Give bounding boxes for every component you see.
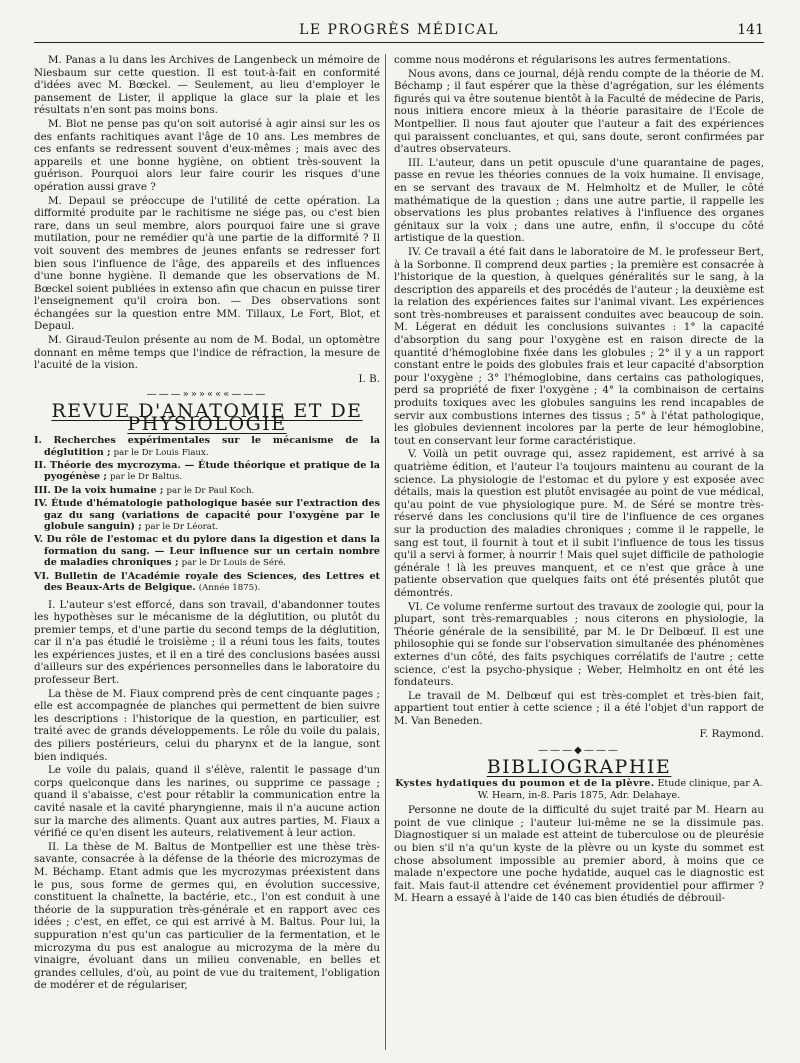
item-title: De la voix humaine ; [53,484,164,496]
paragraph: M. Panas a lu dans les Archives de Langenbeck un mémoire de Niesbaum sur cette question. Il est tout-à-fait en conformité d'idées avec M. Bœckel. — Seulement, au lieu d'employer le pansement de Lister, il applique la glace sur la plaie et les résultats n'en sont pas moins bons. [34,54,380,117]
list-item [34,534,380,569]
item-number: V. [34,534,44,546]
list-item [34,460,380,484]
page-number: 141 [737,22,764,38]
page-header [34,20,764,43]
paragraph: Le voile du palais, quand il s'élève, ralentit le passage d'un corps quelconque dans les narines, ou supprime ce passage ; quand il s'abaisse, c'est pour rétablir la communication entre la cavité nasale et la cavité pharyngienne, mais il n'a aucune action sur la marche des aliments. Quant aux autres parties, M. Fiaux a vérifié ce qu'en disent les auteurs, relativement à leur action. [34,764,380,840]
signature: F. Raymond. [699,728,764,741]
list-item [34,435,380,459]
signature: I. B. [358,372,380,385]
paragraph: M. Giraud-Teulon présente au nom de M. Bodal, un optomètre donnant en même temps que l'indice de réfraction, la mesure de l'acuité de la vision. [34,334,380,372]
item-number: III. [34,484,51,496]
paragraph: Nous avons, dans ce journal, déjà rendu compte de la théorie de M. Béchamp ; il faut espérer que la thèse d'agrégation, sur les éléments figurés qui va être soutenue bientôt à la Faculté de médecine de Paris, nous initiera encore mieux à la théorie parasitaire de l'Ecole de Montpellier. Il nous faut ajouter que l'auteur a fait des expériences qui paraissent concluantes, et qui, sans doute, seront confirmées par d'autres observateurs. [394,67,764,156]
journal-title: LE PROGRÈS MÉDICAL [299,22,499,38]
item-author: (Année 1875). [198,583,261,594]
paragraph: II. La thèse de M. Baltus de Montpellier est une thèse très-savante, consacrée à la défense de la théorie des microzymas de M. Béchamp. Etant admis que les mycrozymas préexistent dans le pus, sous forme de germes qui, en évolution successive, constituent la chaînette, la bactérie, etc., l'on est conduit à une théorie de la suppuration très-générale et en rapport avec ces idées ; c'est, en effet, ce qui est arrivé à M. Baltus. Pour lui, la suppuration n'est qu'un cas particulier de la fermentation, et le microzyma du pus est analogue au microzyma de la mère du vinaigre, évoluant dans un milieu convenable, en belles et grandes cellules, d'où, au point de vue du traitement, l'obligation de modérer et de régulariser, [34,840,380,992]
item-number: II. [34,460,47,472]
ornament-divider: ———◆——— [538,745,620,757]
left-column [34,54,380,1050]
item-author: par le Dr Baltus. [110,472,183,483]
book-reference [394,778,764,801]
section-title: REVUE D'ANATOMIE ET DE PHYSIOLOGIE [51,400,363,435]
paragraph: III. L'auteur, dans un petit opuscule d'une quarantaine de pages, passe en revue les théories connues de la voix humaine. Il envisage, en se servant des travaux de M. Helmholtz et de Muller, le côté mathématique de la question ; dans une autre partie, il rappelle les observations les plus probantes relatives à l'influence des organes génitaux sur la voix ; dans une autre, enfin, il s'occupe du côté artistique de la question. [394,156,764,245]
paragraph: comme nous modérons et régularisons les autres fermentations. [394,54,731,66]
book-title: Kystes hydatiques du poumon et de la plèvre. [395,778,655,790]
paragraph: Personne ne doute de la difficulté du sujet traité par M. Hearn au point de vue clinique ; l'auteur lui-même ne se la dissimule pas. Diagnostiquer si un malade est atteint de tuberculose ou de pleurésie ou bien s'il n'a qu'un kyste de la plèvre ou un kyste du sommet est chose absolument impossible au premier abord, à moins que ce malade n'expectore une poche hydatide, auquel cas le diagnostic est fait. Mais faut-il attendre cet événement providentiel pour affirmer ? M. Hearn a essayé à l'aide de 140 cas bien étudiés de débrouil- [394,804,764,905]
paragraph: M. Blot ne pense pas qu'on soit autorisé à agir ainsi sur les os des enfants rachitiques avant l'âge de 10 ans. Les membres de ces enfants se redressent souvent d'eux-mêmes ; mais avec des appareils et une bonne hygiène, on obtient très-souvent la guérison. Pourquoi alors leur faire courir les risques d'une opération aussi grave ? [34,117,380,193]
item-number: IV. [34,498,48,510]
item-author: par le Dr Louis Fiaux. [113,447,209,458]
item-number: I. [34,435,42,447]
list-item [34,498,380,533]
item-author: par le Dr Paul Koch. [166,485,255,496]
review-contents-list [34,435,380,594]
item-title: Du rôle de l'estomac et du pylore dans la digestion et dans la formation du sang. — Leur influence sur un certain nombre de maladies chroniques ; [44,534,380,569]
paragraph: VI. Ce volume renferme surtout des travaux de zoologie qui, pour la plupart, sont très-remarquables ; nous citerons en physiologie, la Théorie générale de la sensibilité, par M. le Dr Delbœuf. Il est une philosophie qui se fonde sur l'observation simultanée des phénomènes externes d'un côté, des faits psychiques corrélatifs de l'autre ; cette science, c'est la psycho-physique ; Weber, Helmholtz en ont été les fondateurs. [394,600,764,689]
ornament-divider: ———»»»«««——— [146,389,268,401]
journal-page [34,20,764,1050]
two-column-body [34,54,764,1050]
paragraph: V. Voilà un petit ouvrage qui, assez rapidement, est arrivé à sa quatrième édition, et l'auteur l'a toujours maintenu au courant de la science. La physiologie de l'estomac et du pylore y est exposée avec détails, mais la question est plutôt envisagée au point de vue médical, qu'au point de vue physiologique pure. M. de Séré se montre très-réservé dans les conclusions qu'il tire de l'influence de ces organes sur la production des maladies chroniques ; comme il le rappelle, le sang est tout, il fournit à tout et il subit l'influence de tous les tissus qu'il a servi à former, à nourrir ! Mais quel sujet difficile de pathologie générale ! là les preuves manquent, et ce n'est que grâce à une patiente observation que quelques faits ont été présentés plutôt que démontrés. [394,448,764,599]
item-title: Bulletin de l'Académie royale des Sciences, des Lettres et des Beaux-Arts de Belgique. [44,570,380,594]
item-title: Théorie des mycrozyma. — Étude théorique et pratique de la pyogénèse ; [44,460,380,483]
right-column [394,54,764,1050]
section-title: BIBLIOGRAPHIE [486,755,672,778]
item-title: Étude d'hématologie pathologique basée sur l'extraction des gaz du sang (variations de capacité pour l'oxygène par le globule sanguin) ; [44,498,380,533]
item-author: par le Dr Louis de Séré. [181,558,286,569]
paragraph: Le travail de M. Delbœuf qui est très-complet et très-bien fait, appartient tout entier à cette science ; il a été l'objet d'un rapport de M. Van Beneden. [394,689,764,727]
column-divider [385,54,386,1050]
item-number: VI. [34,570,50,582]
paragraph: La thèse de M. Fiaux comprend près de cent cinquante pages ; elle est accompagnée de planches qui permettent de bien suivre les descriptions : l'historique de la question, en particulier, est traité avec de grands développements. Le rôle du voile du palais, des piliers postérieurs, celui du pharynx et de la langue, sont bien indiqués. [34,687,380,763]
paragraph: IV. Ce travail a été fait dans le laboratoire de M. le professeur Bert, à la Sorbonne. Il comprend deux parties ; la première est consacrée à l'historique de la question, à quelques généralités sur le sang, à la description des appareils et des procédés de l'auteur ; la deuxième est la relation des expériences faites sur l'animal vivant. Les expériences sont très-nombreuses et paraissent conduites avec beaucoup de soin. M. Légerat en déduit les conclusions suivantes : 1° la capacité d'absorption du sang pour l'oxygène est en raison directe de la quantité d'hémoglobine fixée dans les globules ; 2° il y a un rapport constant entre le poids des globules frais et leur capacité d'absorption pour l'oxygène ; 3° l'hémoglobine, dans certains cas pathologiques, perd sa propriété de fixer l'oxygène ; 4° la combinaison de certains produits toxiques avec les globules sanguins les rend incapables de servir aux combustions internes des tissus ; 5° à l'état pathologique, les globules deviennent incolores par la perte de leur hémoglobine, tout en conservant leur forme caractéristique. [394,245,764,447]
item-author: par le Dr Léorat. [144,522,219,533]
book-details: Etude clinique, par A. W. Hearn, in-8. Paris 1875, Adr. Delahaye. [477,778,763,801]
list-item [34,571,380,595]
paragraph: I. L'auteur s'est efforcé, dans son travail, d'abandonner toutes les hypothèses sur le mécanisme de la déglutition, ou plutôt du premier temps, et d'une partie du second temps de la déglutition, car il n'a pas étudié le troisième ; il a réuni tous les faits, toutes les expériences justes, et il en a tiré des conclusions basées aussi d'ailleurs sur des expériences personnelles dans le laboratoire du professeur Bert. [34,598,380,687]
item-title: Recherches expérimentales sur le mécanisme de la déglutition ; [44,435,380,458]
paragraph: M. Depaul se préoccupe de l'utilité de cette opération. La difformité produite par le rachitisme ne siége pas, ou c'est bien rare, dans un seul membre, alors pourquoi faire une si grave mutilation, pour ne remédier qu'à une partie de la difformité ? Il voit souvent des membres de jeunes enfants se redresser fort bien sous l'influence de l'âge, des appareils et des influences d'une bonne hygiène. Il demande que les observations de M. Bœckel soient publiées in extenso afin que chacun en puisse tirer l'enseignement qu'il croira bon. — Des observations sont échangées sur la question entre MM. Tillaux, Le Fort, Blot, et Depaul. [34,194,380,333]
list-item [34,485,380,497]
